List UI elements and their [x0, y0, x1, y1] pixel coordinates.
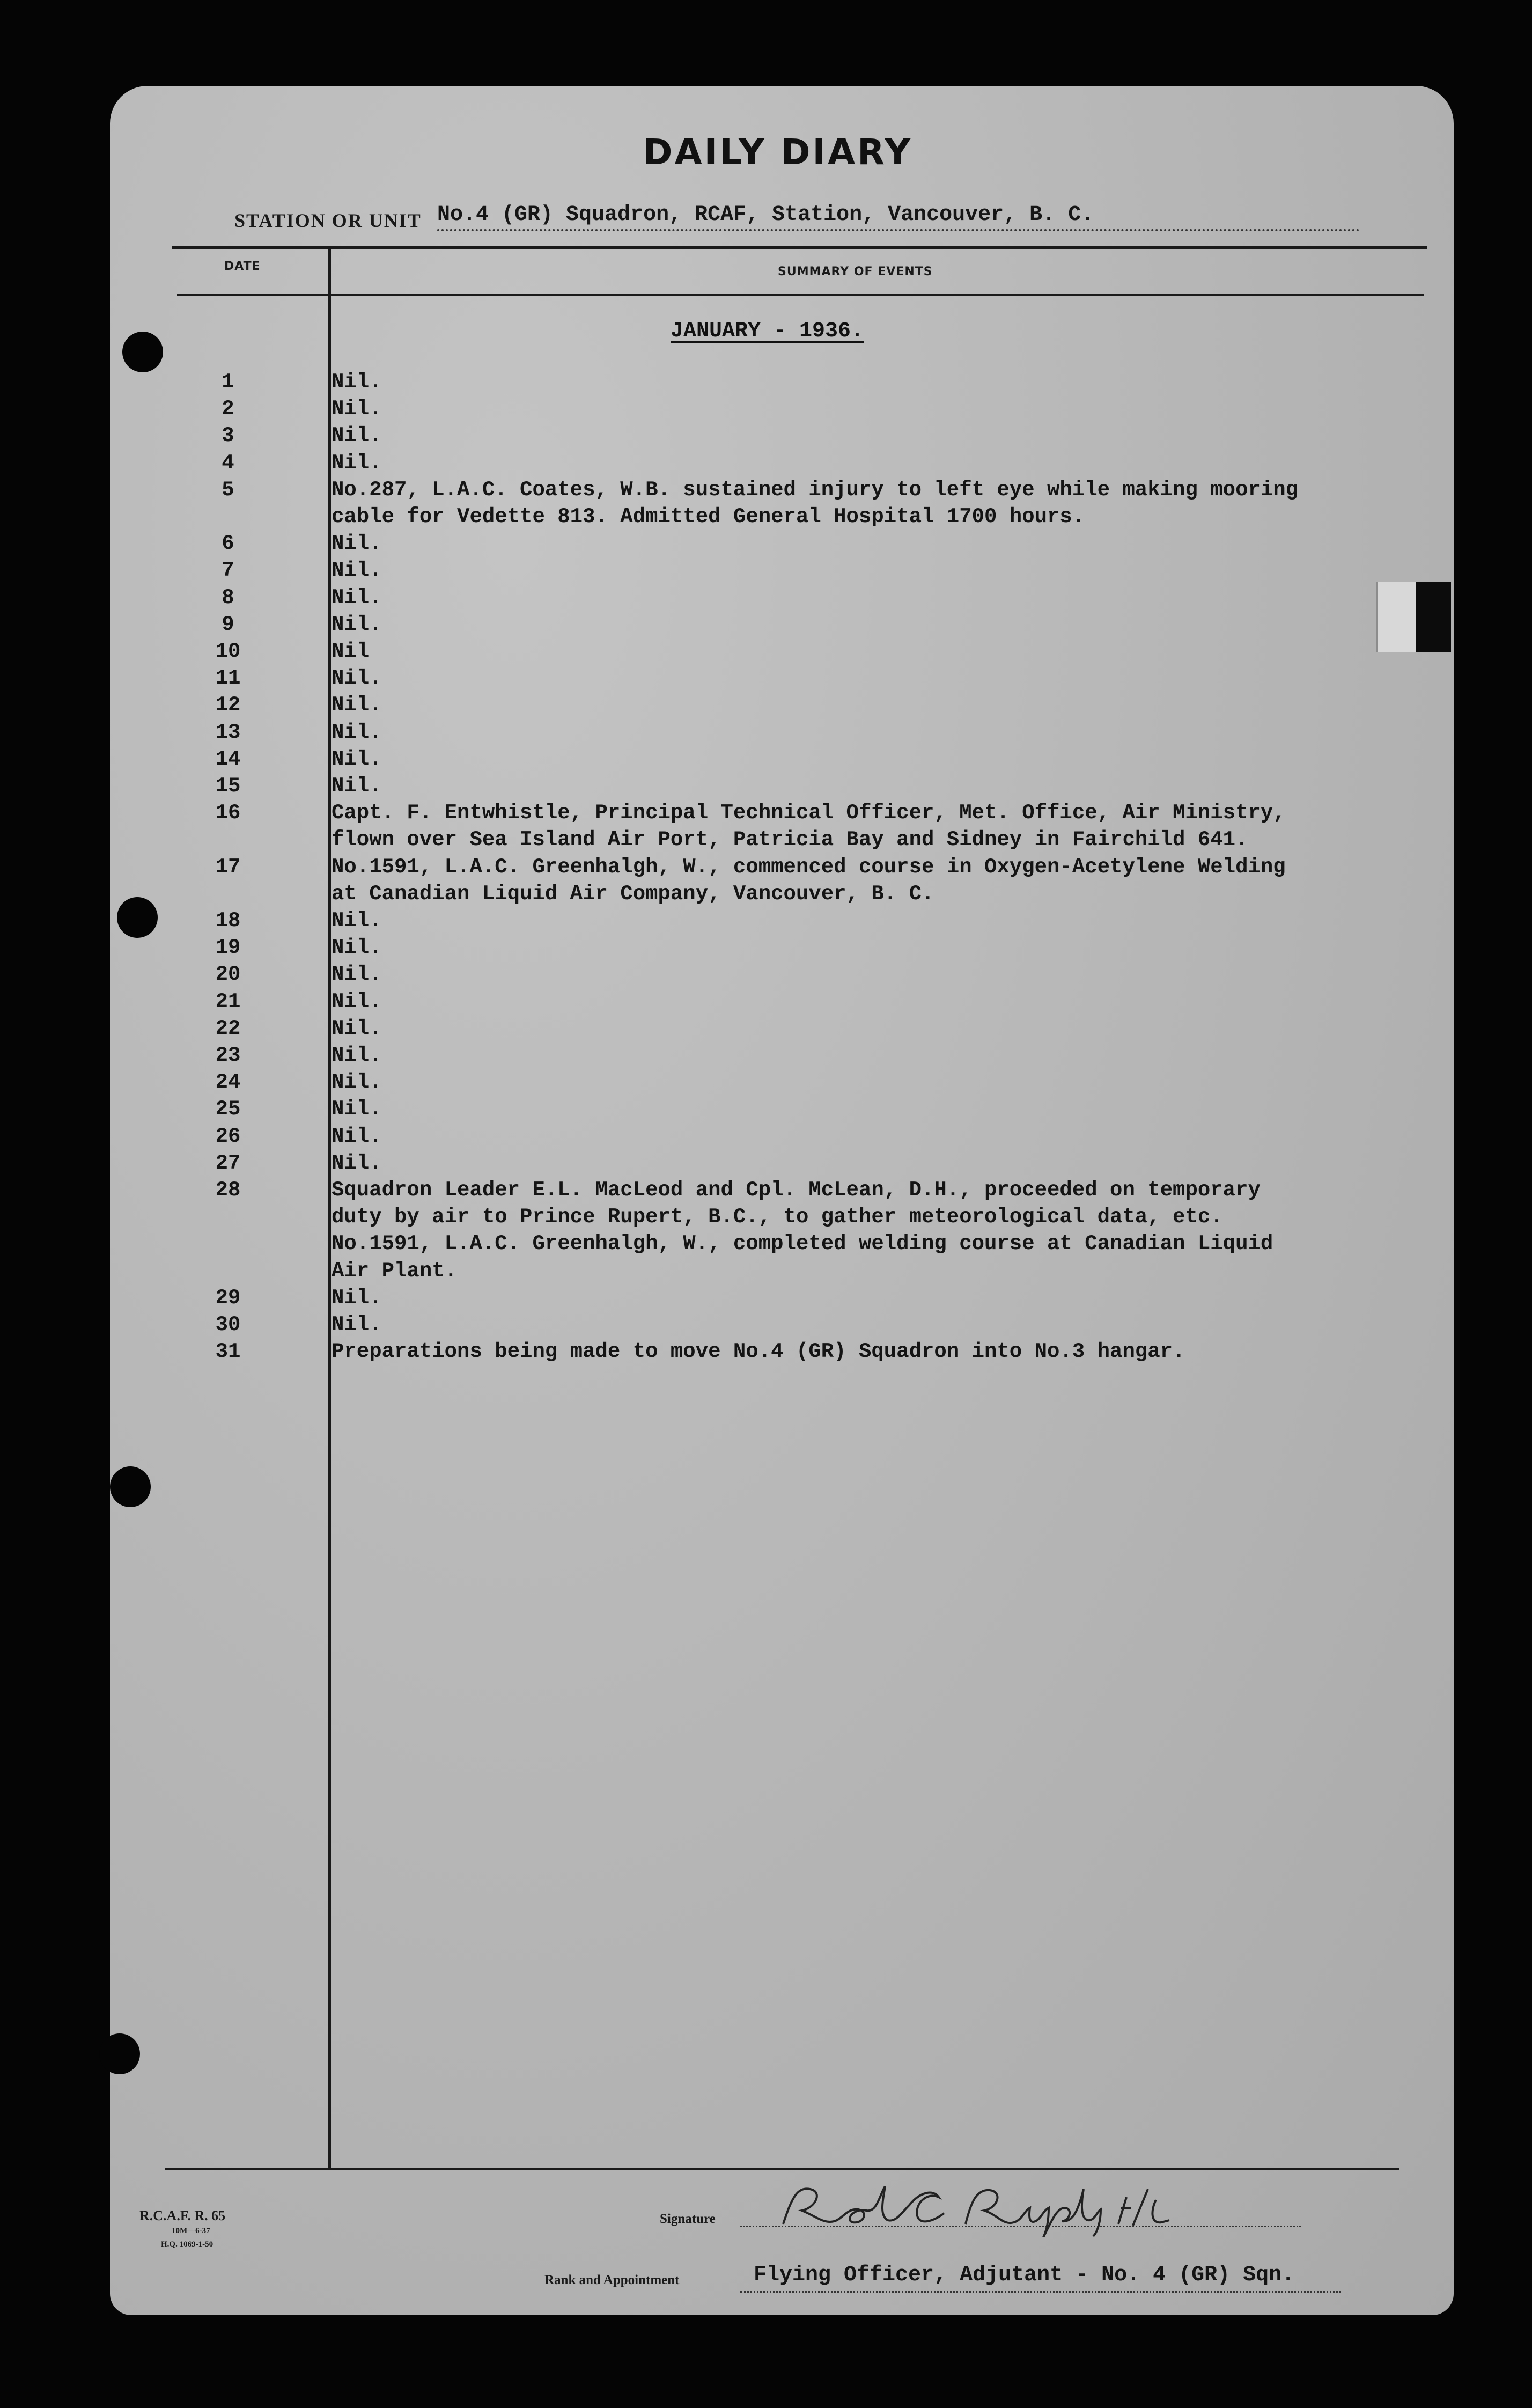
bottom-rule: [165, 2168, 1399, 2170]
entry-summary-line: Nil.: [332, 585, 382, 610]
entry-summary-line: Nil.: [332, 720, 382, 744]
entry-summary-line: Nil.: [332, 1070, 382, 1095]
signature-label: Signature: [660, 2212, 716, 2226]
rank-line: [740, 2291, 1341, 2293]
date-column-divider: [328, 247, 331, 2168]
entry-date: 6: [222, 532, 234, 556]
entry-summary-line: Nil.: [332, 1151, 382, 1175]
entry-summary-line: Nil.: [332, 532, 382, 556]
entry-date: 18: [215, 909, 241, 933]
entry-summary-line: duty by air to Prince Rupert, B.C., to gather meteorological data, etc.: [332, 1205, 1223, 1229]
entry-date: 14: [215, 747, 241, 771]
entry-summary-line: Capt. F. Entwhistle, Principal Technical Officer, Met. Office, Air Ministry,: [332, 801, 1286, 825]
header-rule-top: [172, 246, 1427, 249]
entry-date: 13: [215, 720, 241, 744]
entry-date: 25: [215, 1097, 241, 1121]
form-number: R.C.A.F. R. 65: [139, 2208, 226, 2223]
entry-summary-line: cable for Vedette 813. Admitted General Hospital 1700 hours.: [332, 505, 1085, 528]
entry-date: 16: [215, 801, 241, 825]
entry-date: 28: [215, 1178, 241, 1202]
entry-date: 12: [215, 693, 241, 717]
month-heading: JANUARY - 1936.: [671, 319, 864, 343]
entry-summary-line: Nil.: [332, 612, 382, 636]
entry-date: 29: [215, 1286, 241, 1310]
index-tab-shadow: [1416, 582, 1451, 652]
entry-date: 21: [215, 989, 241, 1014]
entry-date: 20: [215, 963, 241, 987]
entry-date: 2: [222, 397, 234, 421]
handwritten-signature: [772, 2178, 1191, 2237]
entry-summary-line: Air Plant.: [332, 1259, 458, 1283]
entry-summary-line: Nil.: [332, 451, 382, 475]
entry-summary-line: flown over Sea Island Air Port, Patricia Bay and Sidney in Fairchild 641.: [332, 828, 1248, 852]
entry-summary-line: Nil.: [332, 693, 382, 717]
index-tab: [1376, 582, 1418, 652]
binder-hole: [117, 897, 158, 938]
date-column-header: DATE: [224, 260, 261, 273]
entry-date: 1: [222, 370, 234, 394]
entry-summary-line: Nil.: [332, 909, 382, 933]
entry-date: 22: [215, 1016, 241, 1040]
entry-date: 7: [222, 559, 234, 583]
entry-date: 10: [215, 640, 241, 663]
binder-hole: [99, 2033, 140, 2074]
entry-date: 3: [222, 424, 234, 448]
header-rule-bottom: [177, 294, 1424, 296]
entry-date: 30: [215, 1313, 241, 1337]
entry-summary-line: Nil.: [332, 666, 382, 691]
entry-date: 9: [222, 612, 234, 636]
page-title: DAILY DIARY: [643, 131, 913, 173]
entry-summary-line: Nil.: [332, 989, 382, 1014]
form-hq-code: H.Q. 1069-1-50: [161, 2240, 213, 2249]
binder-hole: [110, 1466, 151, 1507]
station-label: STATION OR UNIT: [234, 210, 422, 231]
entry-date: 24: [215, 1070, 241, 1095]
summary-column-header: SUMMARY OF EVENTS: [778, 265, 933, 278]
entry-summary-line: Nil.: [332, 1044, 382, 1067]
station-value: No.4 (GR) Squadron, RCAF, Station, Vancouver, B. C.: [437, 203, 1360, 231]
entry-summary-line: Nil.: [332, 963, 382, 987]
entry-date: 11: [215, 666, 241, 691]
entry-summary-line: No.287, L.A.C. Coates, W.B. sustained injury to left eye while making mooring: [332, 478, 1299, 502]
entry-summary-line: Preparations being made to move No.4 (GR) Squadron into No.3 hangar.: [332, 1340, 1185, 1364]
entry-summary-line: Nil.: [332, 774, 382, 798]
entry-summary-line: Nil.: [332, 1097, 382, 1121]
entry-summary-line: Nil.: [332, 370, 382, 394]
entry-date: 17: [215, 855, 241, 879]
form-print-code: 10M—6-37: [172, 2227, 210, 2235]
entry-date: 5: [222, 478, 234, 502]
entry-date: 4: [222, 451, 234, 475]
entry-date: 19: [215, 936, 241, 960]
entry-date: 23: [215, 1044, 241, 1067]
entry-summary-line: Nil.: [332, 1124, 382, 1148]
entry-summary-line: Squadron Leader E.L. MacLeod and Cpl. McLean, D.H., proceeded on temporary: [332, 1178, 1261, 1202]
binder-hole: [122, 332, 163, 372]
entry-date: 31: [215, 1340, 241, 1364]
entry-summary-line: No.1591, L.A.C. Greenhalgh, W., completed welding course at Canadian Liquid: [332, 1232, 1273, 1256]
entry-summary-line: Nil.: [332, 397, 382, 421]
entry-date: 8: [222, 585, 234, 610]
entry-summary-line: Nil.: [332, 1016, 382, 1040]
rank-value: Flying Officer, Adjutant - No. 4 (GR) Sqn.: [754, 2263, 1295, 2287]
entry-summary-line: Nil.: [332, 1286, 382, 1310]
entry-date: 27: [215, 1151, 241, 1175]
entry-summary-line: Nil.: [332, 1313, 382, 1337]
entry-summary-line: at Canadian Liquid Air Company, Vancouver, B. C.: [332, 882, 934, 906]
entry-date: 15: [215, 774, 241, 798]
entry-summary-line: Nil.: [332, 747, 382, 771]
rank-label: Rank and Appointment: [544, 2273, 680, 2287]
entry-summary-line: No.1591, L.A.C. Greenhalgh, W., commenced course in Oxygen-Acetylene Welding: [332, 855, 1286, 879]
entry-summary-line: Nil.: [332, 559, 382, 583]
entry-summary-line: Nil: [332, 640, 370, 663]
entry-summary-line: Nil.: [332, 424, 382, 448]
entry-summary-line: Nil.: [332, 936, 382, 960]
entry-date: 26: [215, 1124, 241, 1148]
